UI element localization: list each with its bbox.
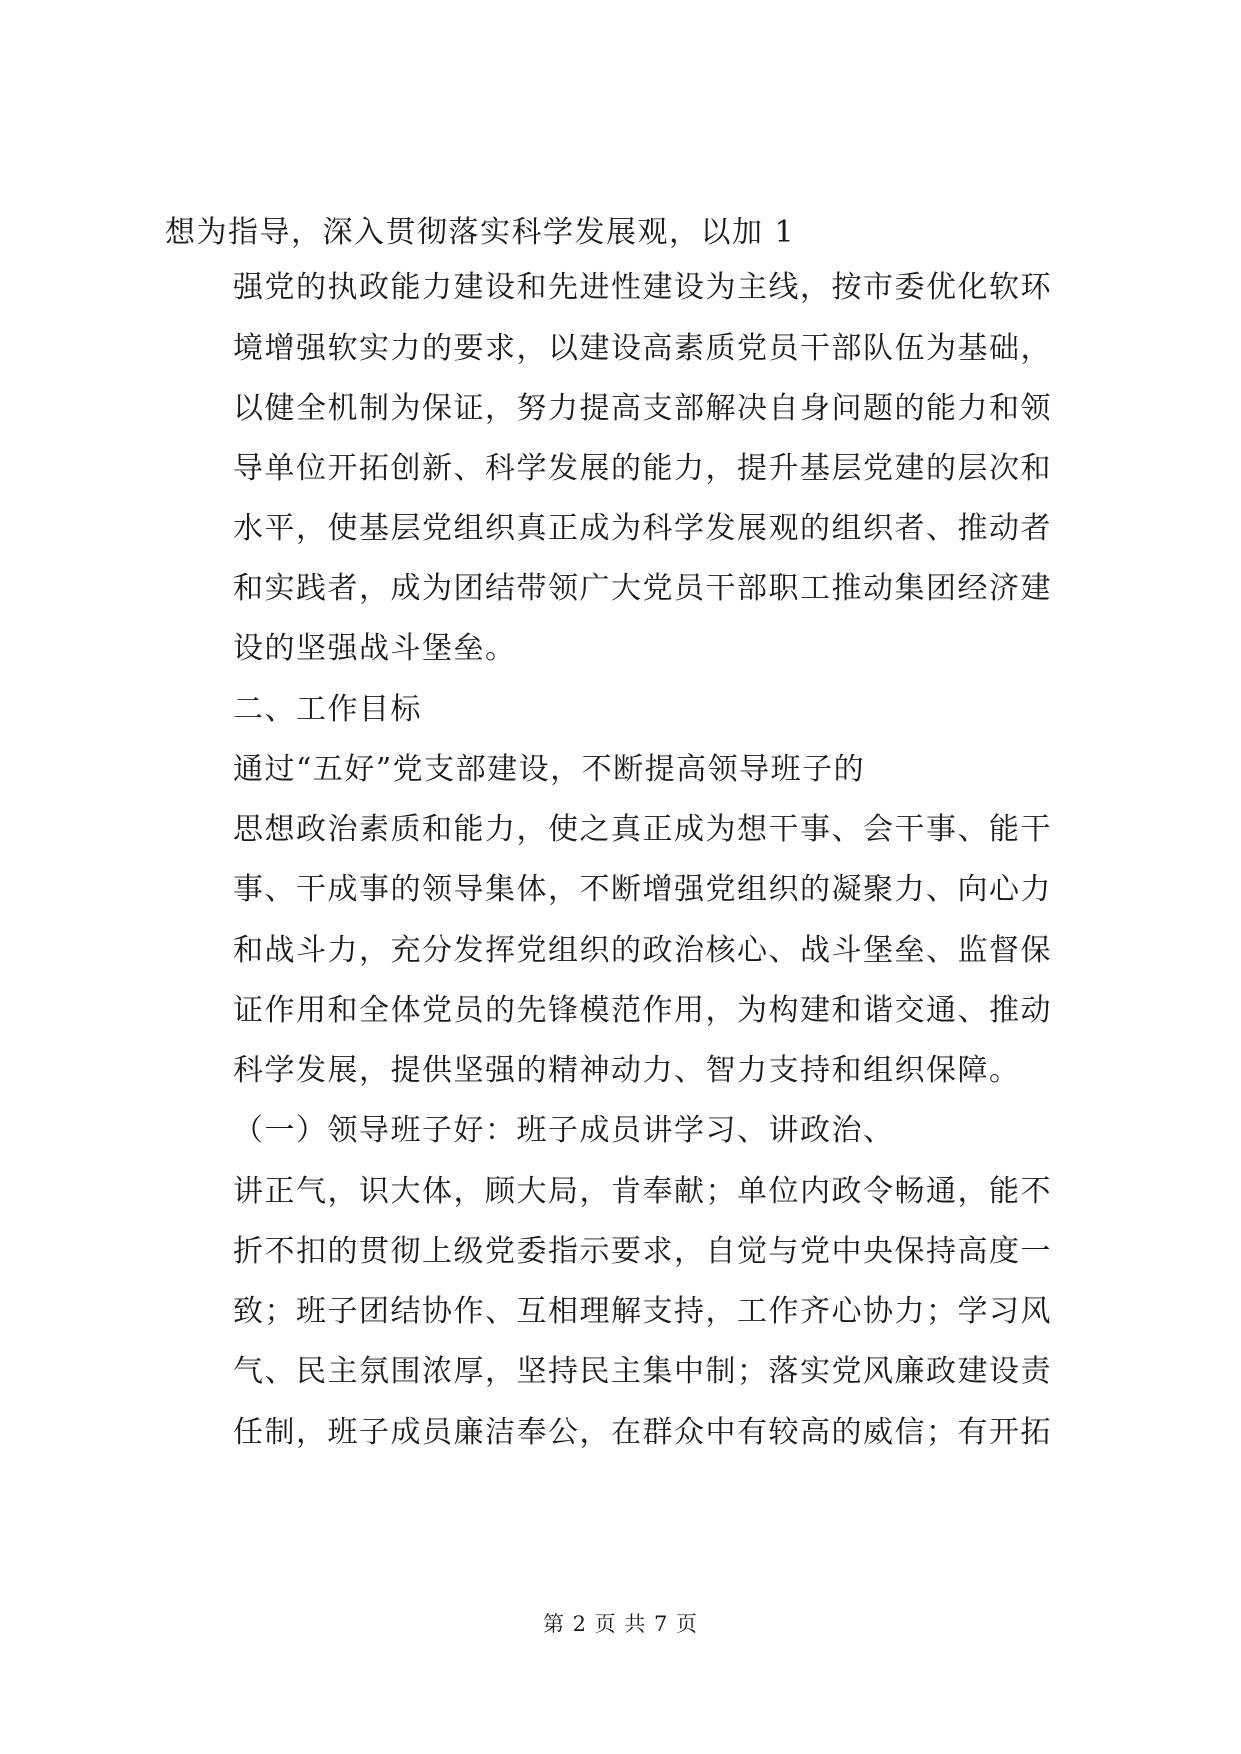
text-line-2: 强党的执政能力建设和先进性建设为主线，按市委优化软环 [233,270,1052,305]
subsection-heading: （一）领导班子好：班子成员讲学习、讲政治、 [233,1113,895,1148]
page-number-footer: 第 2 页 共 7 页 [542,1612,699,1636]
text-line-11: 思想政治素质和能力，使之真正成为想干事、会干事、能干 [233,812,1052,847]
text-line-10: 通过“五好”党支部建设，不断提高领导班子的 [233,752,866,787]
text-line-12: 事、干成事的领导集体，不断增强党组织的凝聚力、向心力 [233,872,1052,907]
text-line-7: 和实践者，成为团结带领广大党员干部职工推动集团经济建 [233,571,1052,606]
text-line-6: 水平，使基层党组织真正成为科学发展观的组织者、推动者 [233,511,1052,546]
text-line-1: 想为指导，深入贯彻落实科学发展观，以加 1 [165,215,796,250]
text-line-4: 以健全机制为保证，努力提高支部解决自身问题的能力和领 [233,391,1052,426]
text-line-17: 讲正气，识大体，顾大局，肯奉献；单位内政令畅通，能不 [233,1174,1052,1209]
text-line-18: 折不扣的贯彻上级党委指示要求，自觉与党中央保持高度一 [233,1234,1052,1269]
text-line-14: 证作用和全体党员的先锋模范作用，为构建和谐交通、推动 [233,993,1052,1028]
text-line-19: 致；班子团结协作、互相理解支持，工作齐心协力；学习风 [233,1294,1052,1329]
text-line-15: 科学发展，提供坚强的精神动力、智力支持和组织保障。 [233,1053,1021,1088]
text-line-20: 气、民主氛围浓厚，坚持民主集中制；落实党风廉政建设责 [233,1354,1052,1389]
text-line-13: 和战斗力，充分发挥党组织的政治核心、战斗堡垒、监督保 [233,933,1052,968]
text-line-21: 任制，班子成员廉洁奉公，在群众中有较高的威信；有开拓 [233,1415,1052,1450]
text-line-5: 导单位开拓创新、科学发展的能力，提升基层党建的层次和 [233,451,1052,486]
section-heading: 二、工作目标 [233,692,422,727]
text-line-3: 境增强软实力的要求，以建设高素质党员干部队伍为基础， [233,331,1052,366]
text-line-8: 设的坚强战斗堡垒。 [233,631,517,666]
